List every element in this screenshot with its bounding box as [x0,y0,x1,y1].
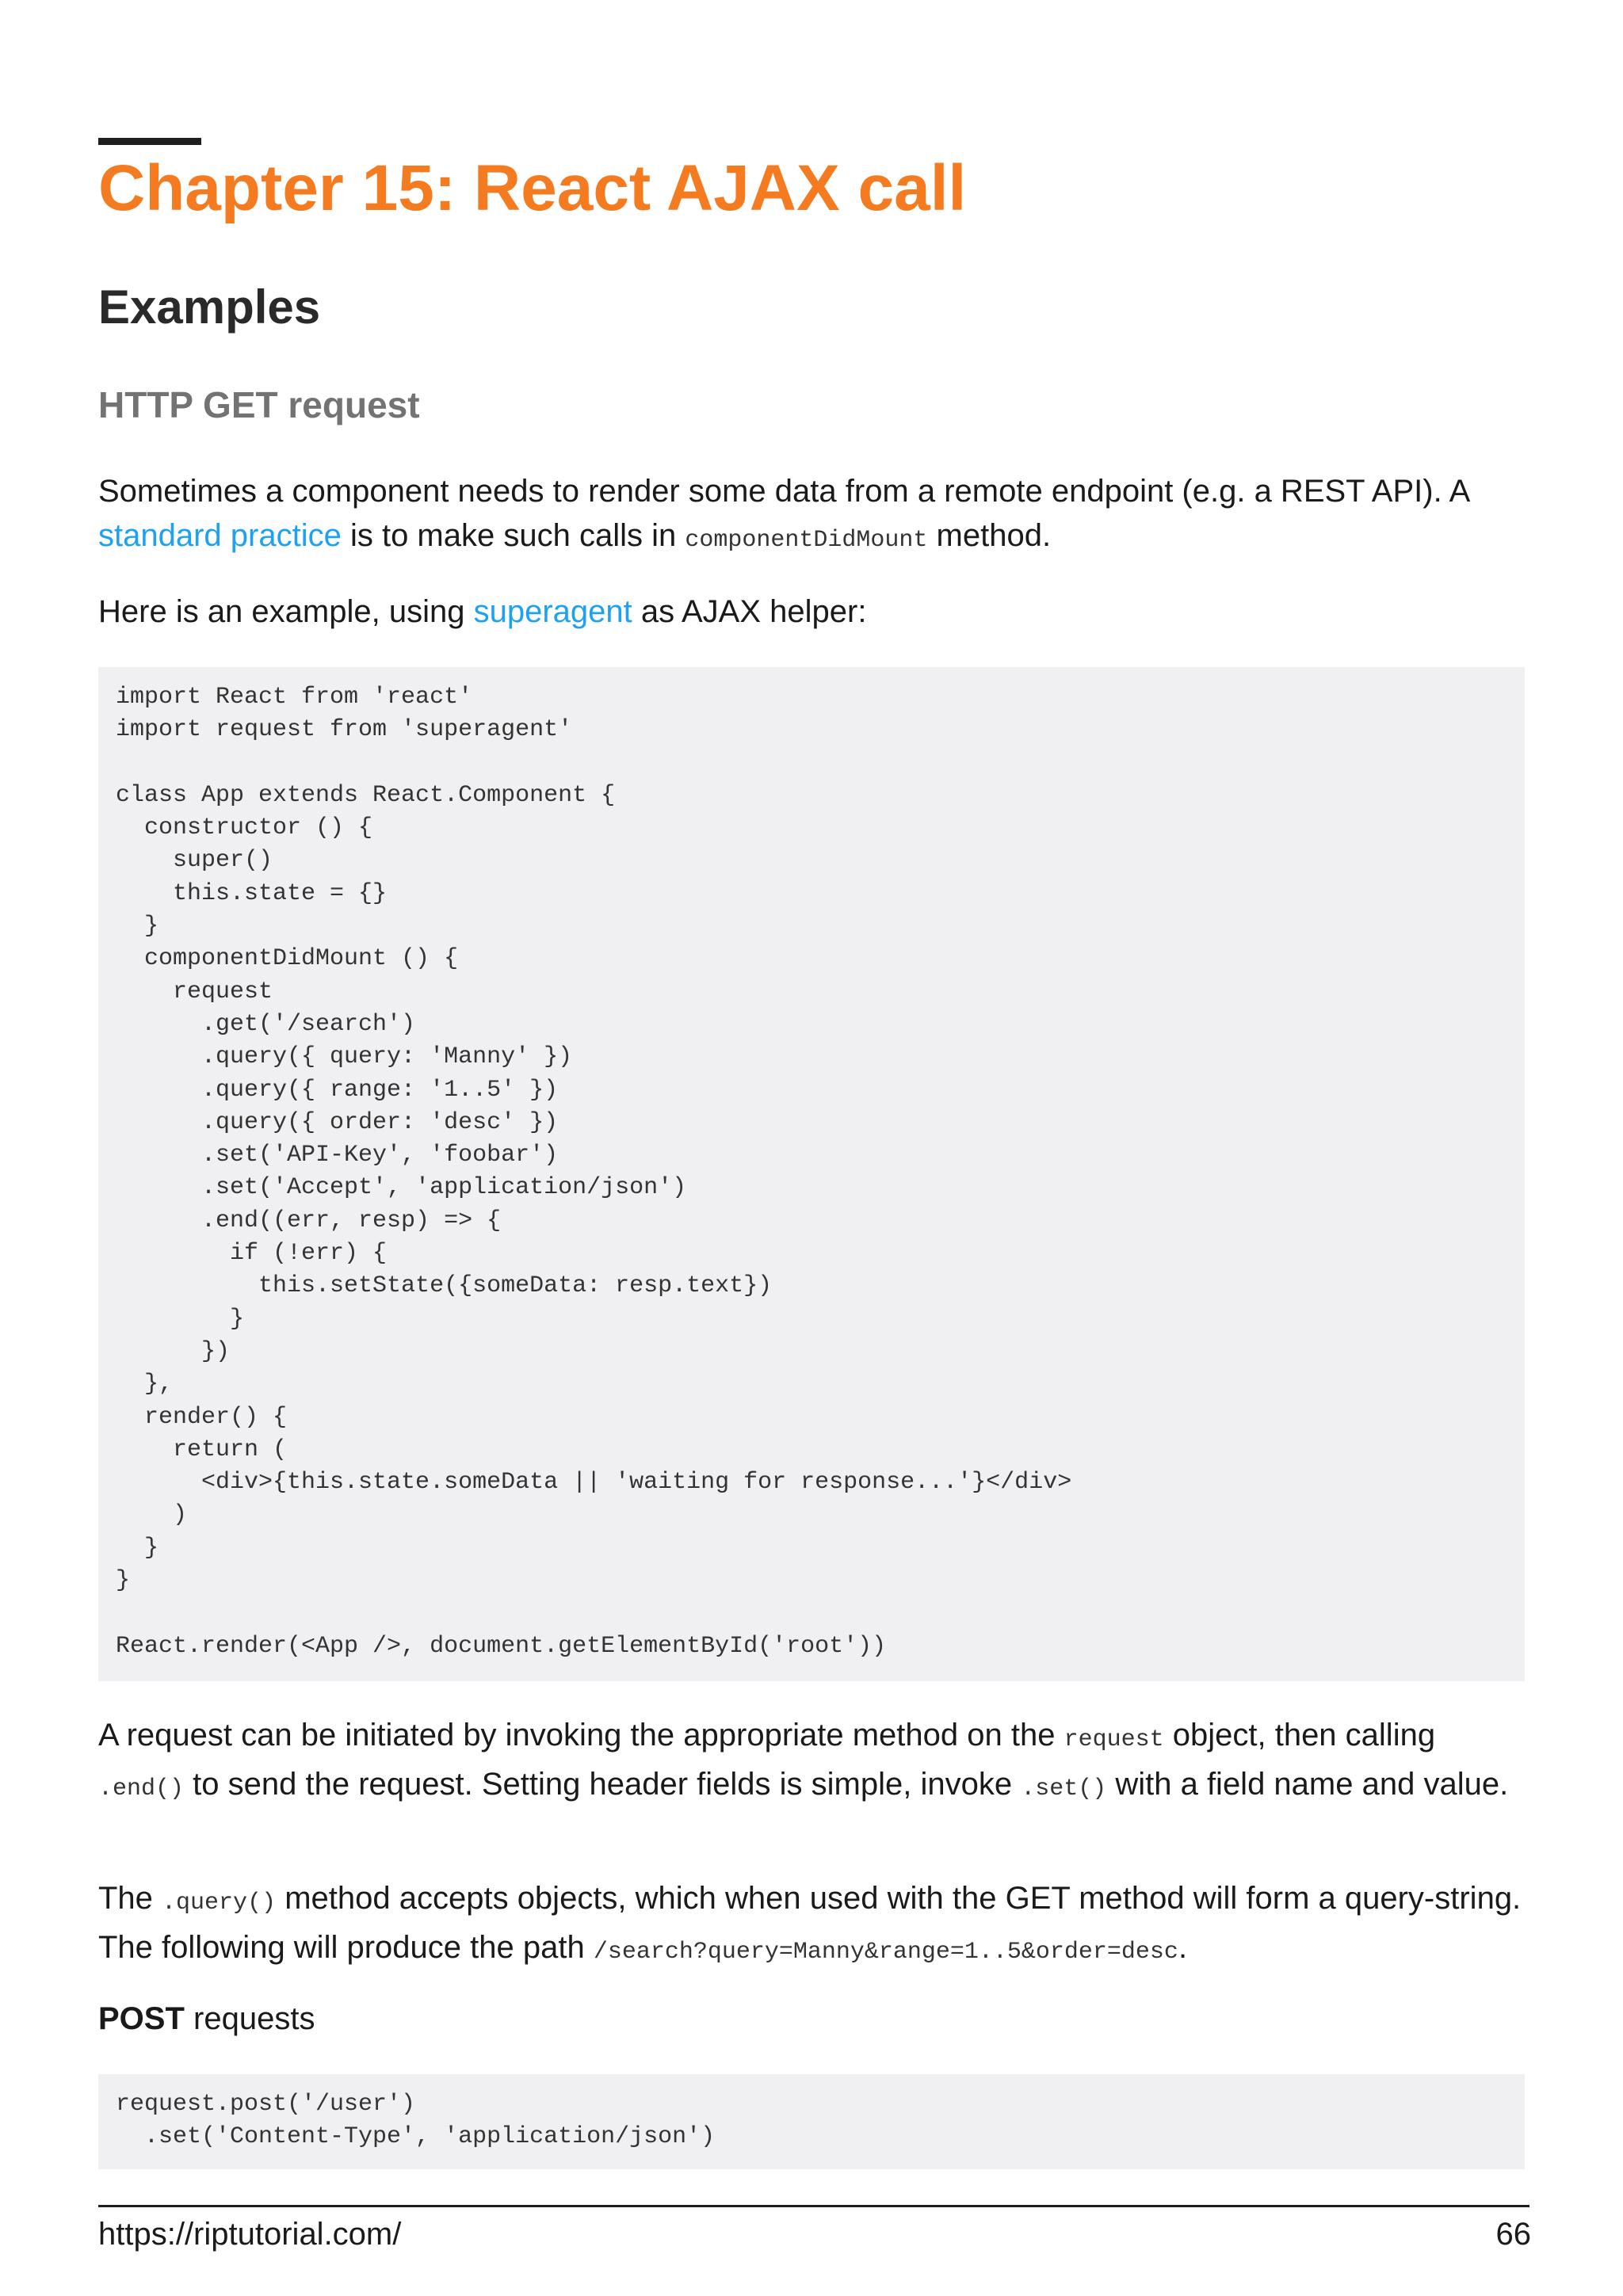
explain-text: with a field name and value. [1106,1767,1509,1802]
code-get-text: import React from 'react' import request from 'superagent' class App extends React.Component { constructor () { super() this.state = {} } componentDidMount () { request .get('/search') .query({ query: 'Manny' }) .query({ range: '1..5' }) .query({ order: 'desc' }) .set('API-Key', 'foobar') .set('Accept', 'application/json') .end((err, resp) => { if (!err) { this.setState({someData: resp.text}) } }) }, render() { return ( <div>{this.state.someData || 'waiting for response...'}</div> ) } } React.render(<App />, document.getElementById('root')) [116,684,1072,1660]
superagent-link[interactable]: superagent [473,594,632,629]
post-requests-heading [98,1997,1525,2041]
footer-divider [98,2205,1529,2207]
explain-text: to send the request. Setting header fields is simple, invoke [184,1767,1022,1802]
intro-text: is to make such calls in [341,518,685,553]
inline-code-query: .query() [162,1890,277,1917]
standard-practice-link[interactable]: standard practice [98,518,342,553]
subsection-title: HTTP GET request [98,384,420,425]
inline-code-componentdidmount: componentDidMount [685,527,928,554]
explain-text: method accepts objects, which when used with the GET method will form a query-string. The following will produce the path [98,1881,1522,1965]
inline-code-set: .set() [1021,1775,1107,1802]
footer-url: https://riptutorial.com/ [98,2217,402,2252]
explain-text: object, then calling [1163,1718,1436,1753]
post-rest: requests [184,2001,315,2036]
intro-text: Here is an example, using [98,594,474,629]
code-block-post-example [98,2074,1525,2169]
inline-code-search-path: /search?query=Manny&range=1..5&order=desc [593,1939,1178,1966]
intro-paragraph-2 [98,589,1525,634]
chapter-title: Chapter 15: React AJAX call [98,152,967,224]
page-number: 66 [1495,2217,1531,2252]
section-title: Examples [98,280,321,334]
intro-text: as AJAX helper: [632,594,867,629]
explain-paragraph-1 [98,1713,1525,1811]
chapter-accent-bar [98,138,201,145]
intro-text: method. [927,518,1052,553]
inline-code-end: .end() [98,1775,185,1802]
intro-paragraph-1 [98,469,1525,563]
intro-text: Sometimes a component needs to render some data from a remote endpoint (e.g. a REST API). A [98,474,1469,509]
code-post-text: request.post('/user') .set('Content-Type', 'application/json') [116,2091,716,2151]
code-block-get-example [98,667,1525,1681]
explain-paragraph-2 [98,1876,1525,1974]
inline-code-request: request [1064,1726,1164,1753]
explain-text: . [1178,1930,1188,1965]
post-bold: POST [98,2001,185,2036]
explain-text: The [98,1881,162,1916]
explain-text: A request can be initiated by invoking the appropriate method on the [98,1718,1064,1753]
